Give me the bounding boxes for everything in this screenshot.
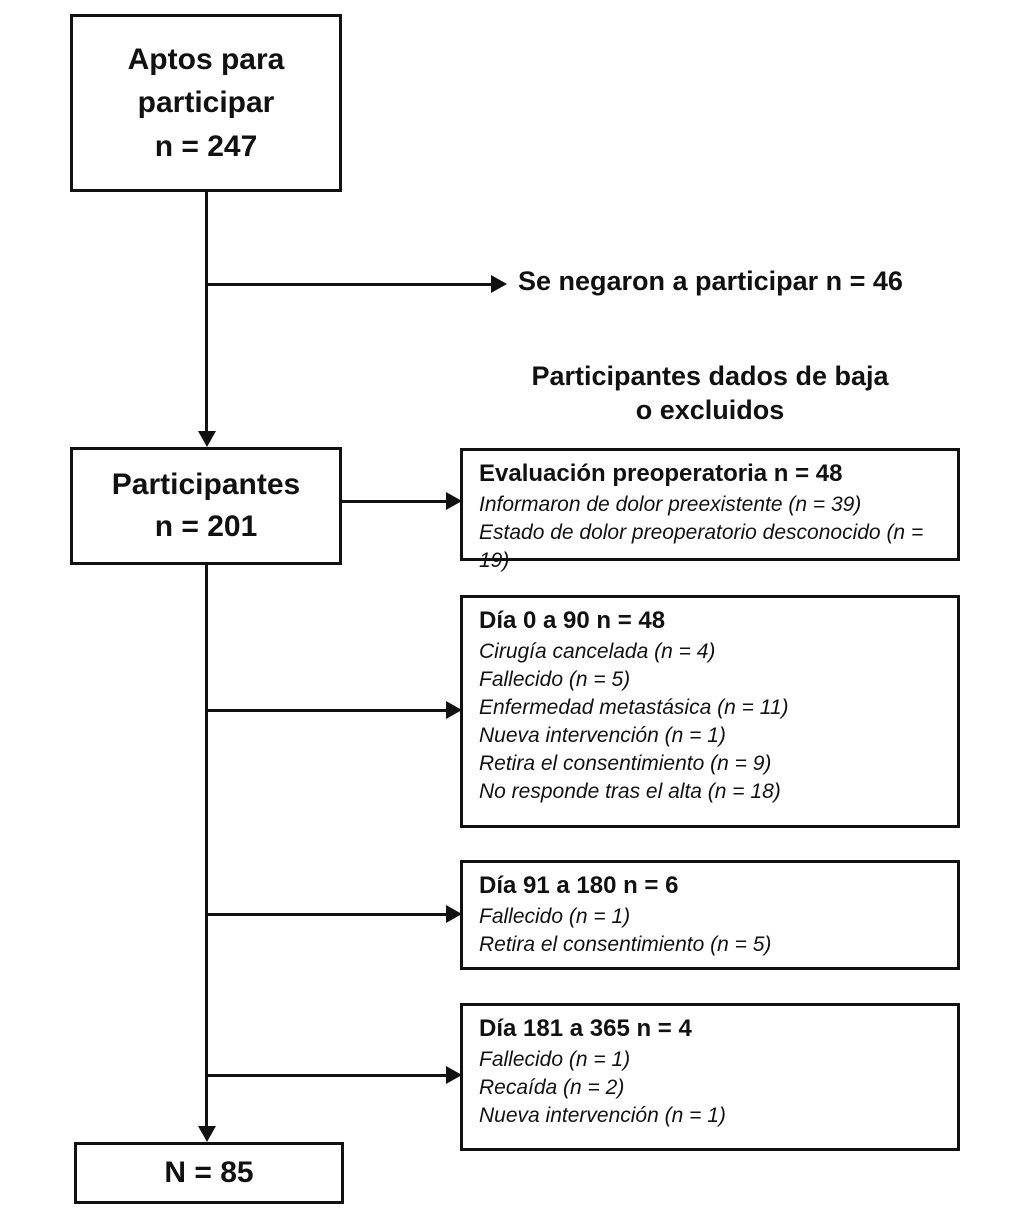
exclusion-reason: Fallecido (n = 5) [479, 667, 631, 691]
exclusion-reason: Retira el consentimiento (n = 9) [479, 751, 772, 775]
flow-line-eligible-to-participants [205, 192, 208, 431]
exclusion-reason: Fallecido (n = 1) [479, 905, 631, 928]
exclusion-reason: Nueva intervención (n = 1) [479, 1103, 726, 1127]
exclusion-reason: Cirugía cancelada (n = 4) [479, 640, 716, 663]
box-final-title: N = 85 [164, 1156, 254, 1189]
exclusion-reason: Fallecido (n = 1) [479, 1048, 631, 1071]
box-day-91-180-title: Día 91 a 180 n = 6 [479, 872, 679, 899]
flow-line-preop [342, 500, 446, 503]
exclusion-reason: No responde tras el alta (n = 18) [479, 779, 781, 803]
exclusion-reason: Informaron de dolor preexistente (n = 39) [479, 493, 862, 516]
box-day-0-90 [460, 595, 960, 828]
exclusion-reason: Retira el consentimiento (n = 5) [479, 932, 772, 956]
flow-line-declined [206, 283, 491, 286]
flow-line-day181-365 [206, 1074, 446, 1077]
box-day-181-365-title: Día 181 a 365 n = 4 [479, 1015, 692, 1042]
exclusion-reason: Estado de dolor preoperatorio desconocido (n = 19) [479, 520, 924, 572]
arrowhead-into-final [198, 1126, 216, 1142]
exclusion-reason: Nueva intervención (n = 1) [479, 723, 726, 747]
withdrawn-header-line2: o excluidos [635, 394, 785, 425]
box-day-91-180 [460, 860, 960, 970]
arrowhead-into-participants [198, 431, 216, 447]
box-final-n [74, 1142, 344, 1204]
box-participants [70, 447, 342, 565]
box-preop-exclusions [460, 448, 960, 572]
flow-line-day91-180 [206, 913, 446, 916]
box-day-0-90-title: Día 0 a 90 n = 48 [479, 607, 666, 634]
box-participants-count: n = 201 [154, 510, 258, 543]
box-day-181-365 [460, 1003, 960, 1151]
flow-line-participants-to-final [205, 565, 208, 1127]
exclusion-reason: Enfermedad metastásica (n = 11) [479, 695, 789, 719]
exclusion-reason: Recaída (n = 2) [479, 1075, 625, 1099]
withdrawn-header-line1: Participantes dados de baja [531, 361, 889, 391]
box-eligible-title: Aptos para participar [127, 42, 285, 120]
box-eligible-count: n = 247 [154, 129, 258, 163]
declined-label: Se negaron a participar n = 46 [518, 266, 903, 296]
box-eligible [70, 14, 342, 192]
flow-line-day0-90 [206, 709, 446, 712]
arrowhead-declined [491, 275, 507, 293]
withdrawn-excluded-header [460, 360, 960, 428]
box-preop-title: Evaluación preoperatoria n = 48 [479, 460, 843, 487]
box-participants-title: Participantes [111, 468, 301, 501]
